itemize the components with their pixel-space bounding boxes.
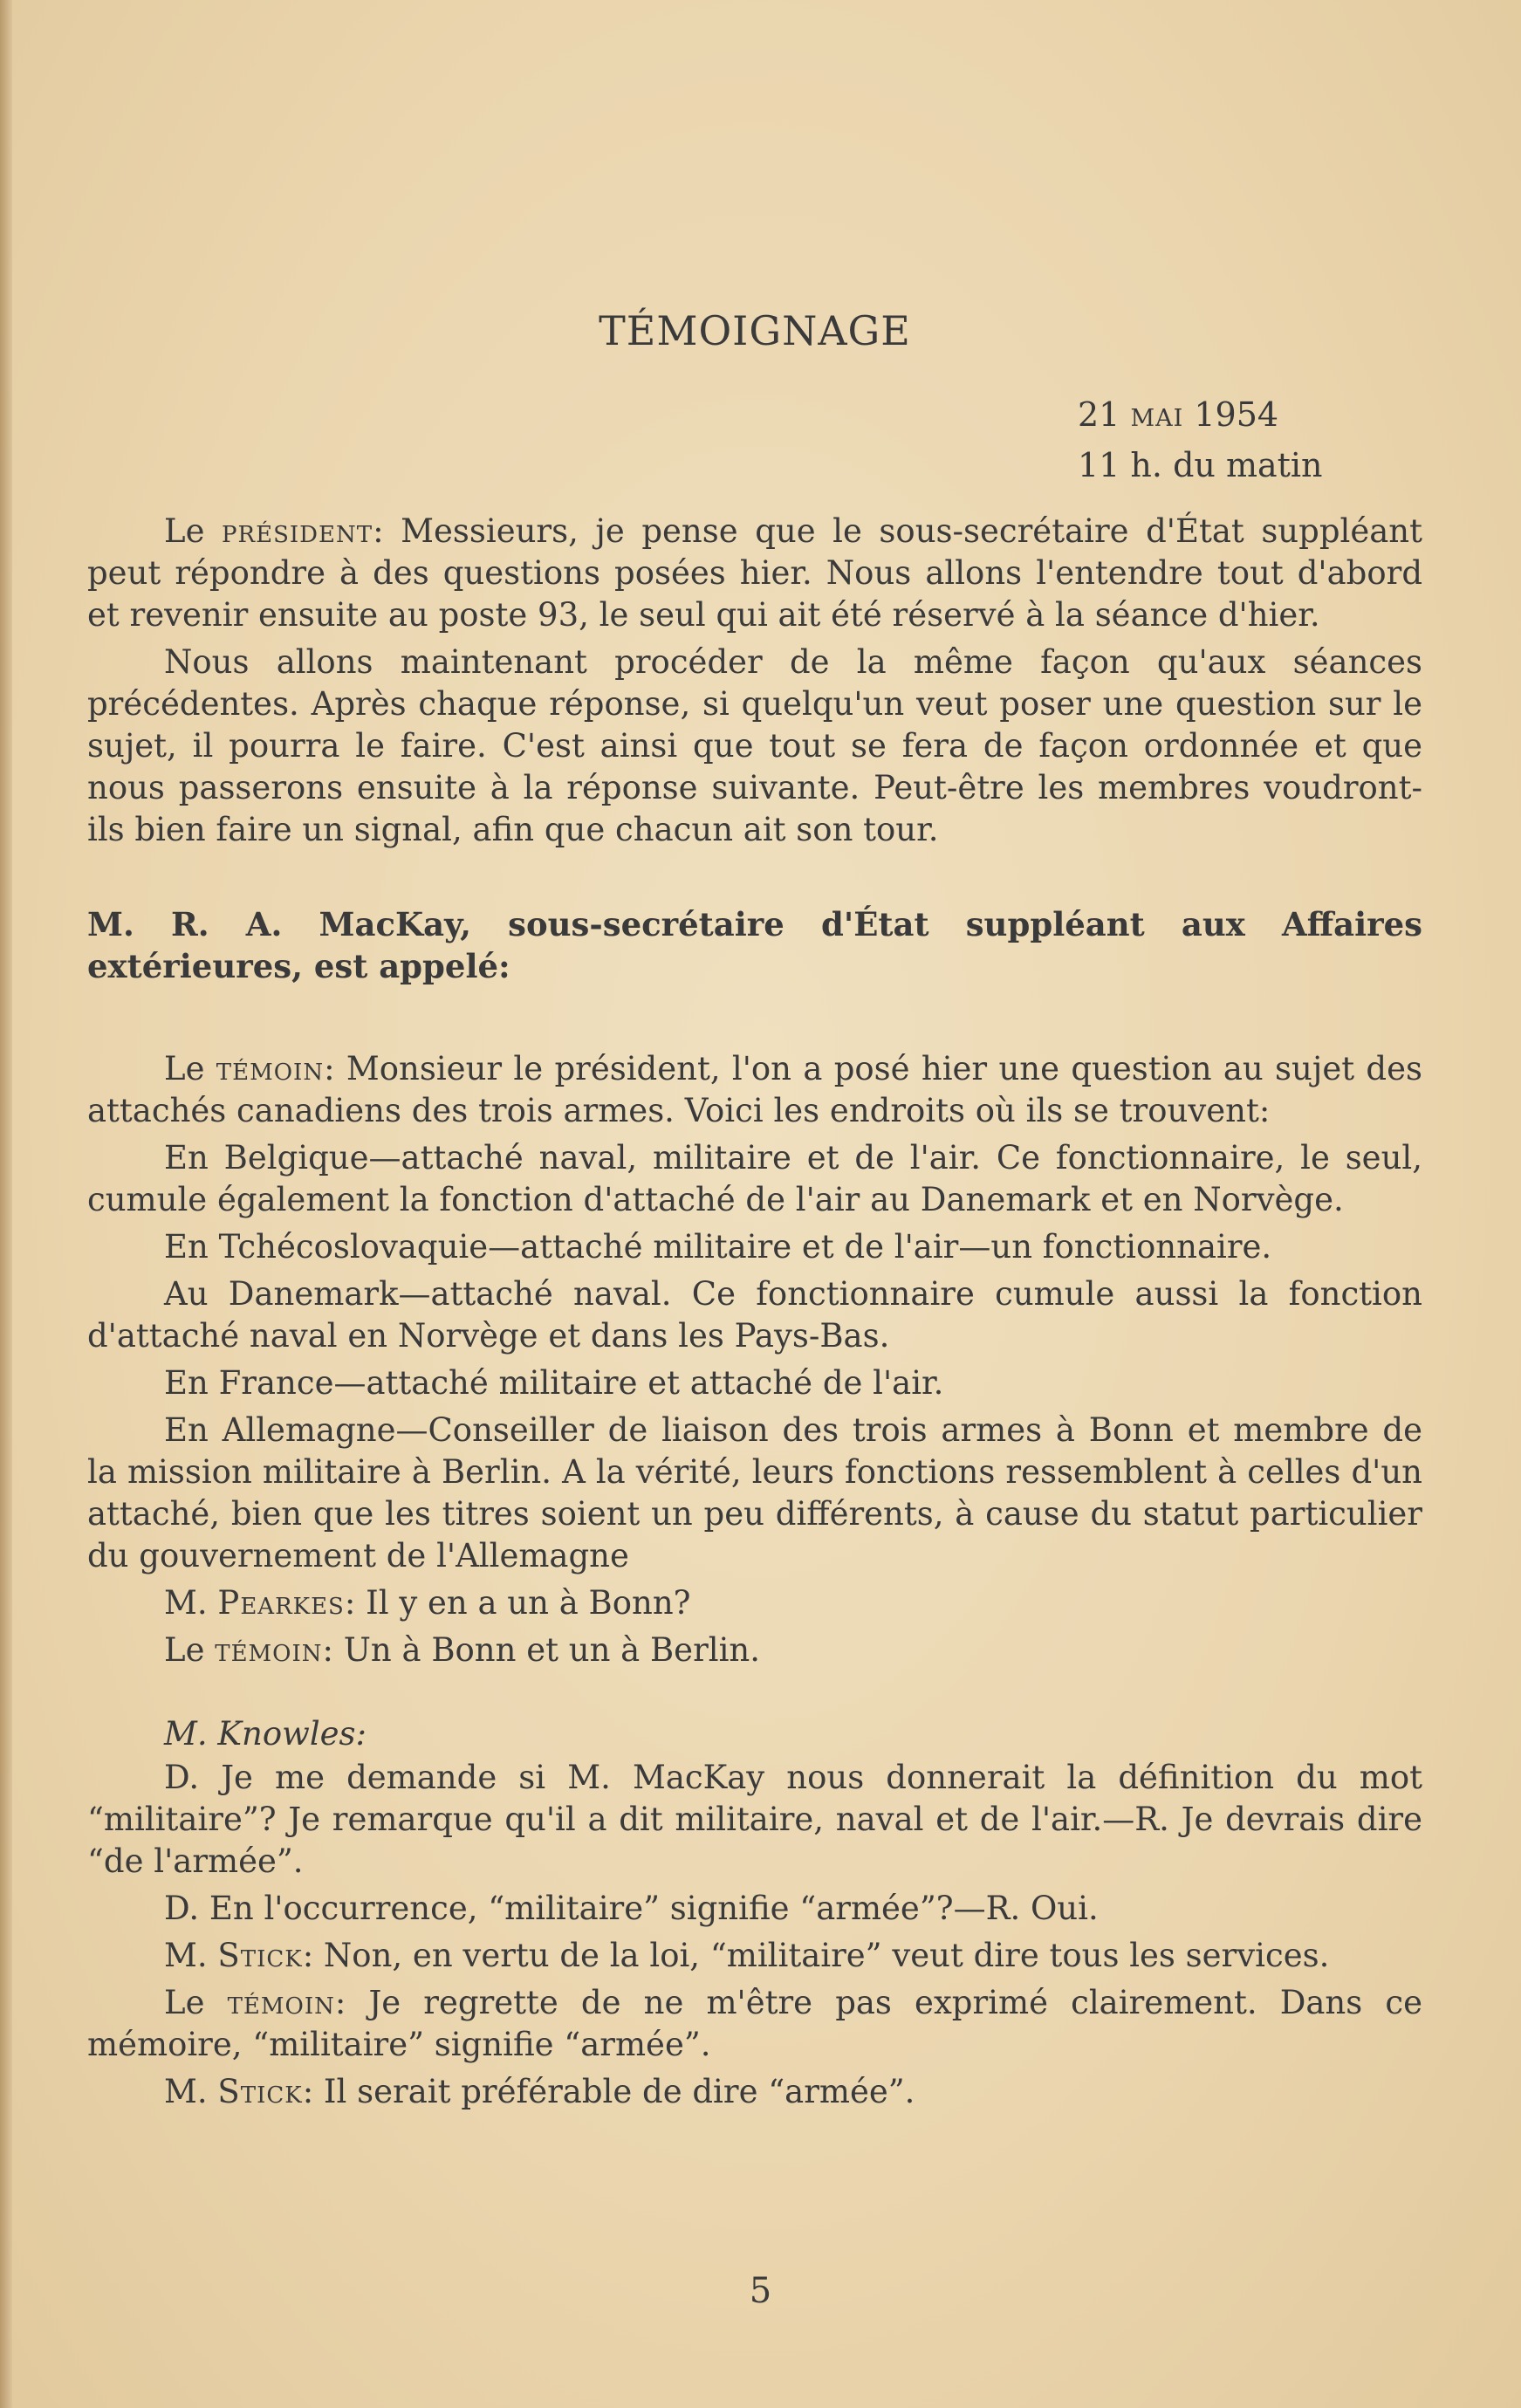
speaker-prefix: Le bbox=[164, 1984, 205, 2021]
speaker-prefix: M. bbox=[164, 1584, 208, 1622]
paragraph: Au Danemark—attaché naval. Ce fonctionnaire cumule aussi la fonction d'attaché naval en Norvège et dans les Pays-Bas. bbox=[87, 1275, 1422, 1355]
speaker-prefix: M. bbox=[164, 1937, 208, 1974]
speaker-name: témoin bbox=[227, 1984, 335, 2021]
date-line bbox=[1078, 389, 1323, 440]
speaker-name: témoin bbox=[215, 1631, 323, 1669]
paragraph-text: : Il serait préférable de dire “armée”. bbox=[302, 2073, 915, 2110]
paragraph-stick bbox=[87, 1935, 1422, 1977]
speaker-name: Stick bbox=[217, 2073, 303, 2110]
page-number: 5 bbox=[749, 2271, 772, 2311]
paragraph: En France—attaché militaire et attaché de l'air. bbox=[164, 1364, 944, 1402]
body-text bbox=[87, 511, 1422, 2118]
paragraph-text: : Je regrette de ne m'être pas exprimé clairement. Dans ce mémoire, “militaire” signifie “armée”. bbox=[87, 1984, 1422, 2063]
paragraph-text: : Monsieur le président, l'on a posé hier une question au sujet des attachés canadiens des trois armes. Voici les endroits où ils se trouvent: bbox=[87, 1050, 1422, 1129]
speaker-name: Pearkes bbox=[217, 1584, 345, 1622]
paragraph-president bbox=[87, 511, 1422, 636]
date-year: 1954 bbox=[1194, 395, 1279, 434]
paragraph: D. En l'occurrence, “militaire” signifie “armée”?—R. Oui. bbox=[164, 1890, 1099, 1927]
speaker-prefix: Le bbox=[164, 512, 205, 550]
questioner-heading: M. Knowles: bbox=[164, 1715, 367, 1753]
date-block bbox=[1078, 389, 1323, 491]
paragraph-text: : Messieurs, je pense que le sous-secrétaire d'État suppléant peut répondre à des questions posées hier. Nous allons l'entendre tout d'abord et revenir ensuite au poste 93, le seul qui ait été réservé à la séance d'hier. bbox=[87, 512, 1422, 634]
paragraph: En Tchécoslovaquie—attaché militaire et de l'air—un fonctionnaire. bbox=[164, 1228, 1272, 1266]
speaker-prefix: M. bbox=[164, 2073, 208, 2110]
speaker-prefix: Le bbox=[164, 1631, 205, 1669]
paragraph-stick bbox=[87, 2071, 1422, 2113]
paragraph: D. Je me demande si M. MacKay nous donnerait la définition du mot “militaire”? Je remarque qu'il a dit militaire, naval et de l'air.—R. Je devrais dire “de l'armée”. bbox=[87, 1759, 1422, 1880]
witness-called-heading: M. R. A. MacKay, sous-secrétaire d'État suppléant aux Affaires extérieures, est appelé: bbox=[87, 905, 1422, 985]
speaker-name: témoin bbox=[216, 1050, 325, 1087]
paragraph-witness bbox=[87, 1629, 1422, 1671]
date-month: mai bbox=[1130, 395, 1184, 434]
paragraph-witness bbox=[87, 1982, 1422, 2066]
paragraph-witness bbox=[87, 1048, 1422, 1132]
speaker-prefix: Le bbox=[164, 1050, 205, 1087]
page-title: TÉMOIGNAGE bbox=[599, 307, 911, 354]
paragraph-text: : Il y en a un à Bonn? bbox=[344, 1584, 691, 1622]
paragraph: En Allemagne—Conseiller de liaison des trois armes à Bonn et membre de la mission militaire à Berlin. A la vérité, leurs fonctions ressemblent à celles d'un attaché, bien que les titres soient un peu différents, à cause du statut particulier du gouvernement de l'Allemagne bbox=[87, 1411, 1422, 1574]
paragraph-pearkes bbox=[87, 1582, 1422, 1624]
time-line: 11 h. du matin bbox=[1078, 446, 1323, 484]
speaker-name: président bbox=[222, 512, 373, 550]
page-left-edge bbox=[0, 0, 12, 2408]
paragraph: En Belgique—attaché naval, militaire et de l'air. Ce fonctionnaire, le seul, cumule également la fonction d'attaché de l'air au Danemark et en Norvège. bbox=[87, 1139, 1422, 1218]
paragraph-text: : Non, en vertu de la loi, “militaire” veut dire tous les services. bbox=[302, 1937, 1330, 1974]
speaker-name: Stick bbox=[217, 1937, 303, 1974]
date-day: 21 bbox=[1078, 395, 1120, 434]
paragraph-text: : Un à Bonn et un à Berlin. bbox=[322, 1631, 761, 1669]
paragraph: Nous allons maintenant procéder de la même façon qu'aux séances précédentes. Après chaque réponse, si quelqu'un veut poser une question sur le sujet, il pourra le faire. C'est ainsi que tout se fera de façon ordonnée et que nous passerons ensuite à la réponse suivante. Peut-être les membres voudront-ils bien faire un signal, afin que chacun ait son tour. bbox=[87, 643, 1422, 848]
